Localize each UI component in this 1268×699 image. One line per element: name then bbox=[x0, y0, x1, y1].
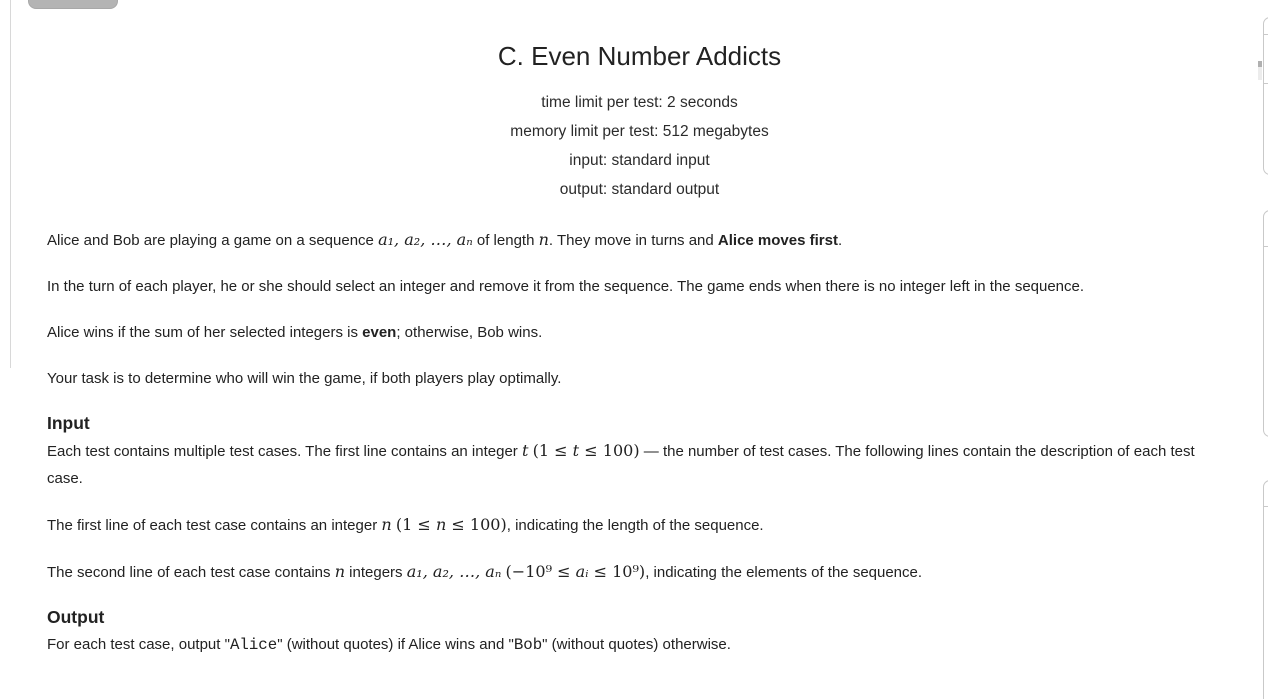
input-section-heading: Input bbox=[47, 413, 90, 433]
problem-title: C. Even Number Addicts bbox=[497, 41, 782, 71]
time-limit: time limit per test: 2 seconds bbox=[541, 94, 738, 111]
sidebar-card bbox=[1263, 210, 1268, 437]
input-paragraph: The first line of each test case contains an integer n (1 ≤ n ≤ 100), indicating the length of the sequence. bbox=[47, 515, 764, 534]
input-spec: input: standard input bbox=[569, 152, 710, 169]
memory-limit: memory limit per test: 512 megabytes bbox=[510, 123, 769, 140]
input-paragraph: Each test contains multiple test cases. The first line contains an integer t (1 ≤ t ≤ 100) — the number of test cases. The following lines contain the description of each test case. bbox=[47, 441, 1195, 487]
output-paragraph: For each test case, output "Alice" (without quotes) if Alice wins and "Bob" (without quotes) otherwise. bbox=[47, 636, 731, 654]
statement-paragraph: Alice and Bob are playing a game on a sequence a₁, a₂, …, aₙ of length n. They move in turns and Alice moves first. bbox=[47, 230, 843, 249]
input-paragraph: The second line of each test case contains n integers a₁, a₂, …, aₙ (−10⁹ ≤ aᵢ ≤ 10⁹), indicating the elements of the sequence. bbox=[47, 562, 923, 581]
output-section-heading: Output bbox=[47, 607, 105, 627]
scrollbar-track bbox=[1258, 67, 1262, 80]
statement-body bbox=[47, 226, 1232, 392]
card-divider bbox=[1264, 246, 1268, 247]
input-section bbox=[47, 411, 1232, 586]
left-panel-border bbox=[10, 0, 11, 368]
sidebar-card bbox=[1263, 480, 1268, 699]
card-divider bbox=[1264, 34, 1268, 35]
output-section bbox=[47, 605, 1232, 659]
statement-paragraph: Your task is to determine who will win the game, if both players play optimally. bbox=[47, 370, 562, 387]
statement-paragraph: In the turn of each player, he or she should select an integer and remove it from the sequence. The game ends when there is no integer left in the sequence. bbox=[47, 278, 1085, 295]
statement-paragraph: Alice wins if the sum of her selected integers is even; otherwise, Bob wins. bbox=[47, 324, 543, 341]
problem-limits bbox=[47, 88, 1232, 204]
problem-statement-panel bbox=[47, 0, 1232, 678]
card-divider bbox=[1264, 506, 1268, 507]
sidebar-card bbox=[1263, 17, 1268, 175]
card-divider bbox=[1264, 83, 1268, 84]
output-spec: output: standard output bbox=[559, 181, 720, 198]
